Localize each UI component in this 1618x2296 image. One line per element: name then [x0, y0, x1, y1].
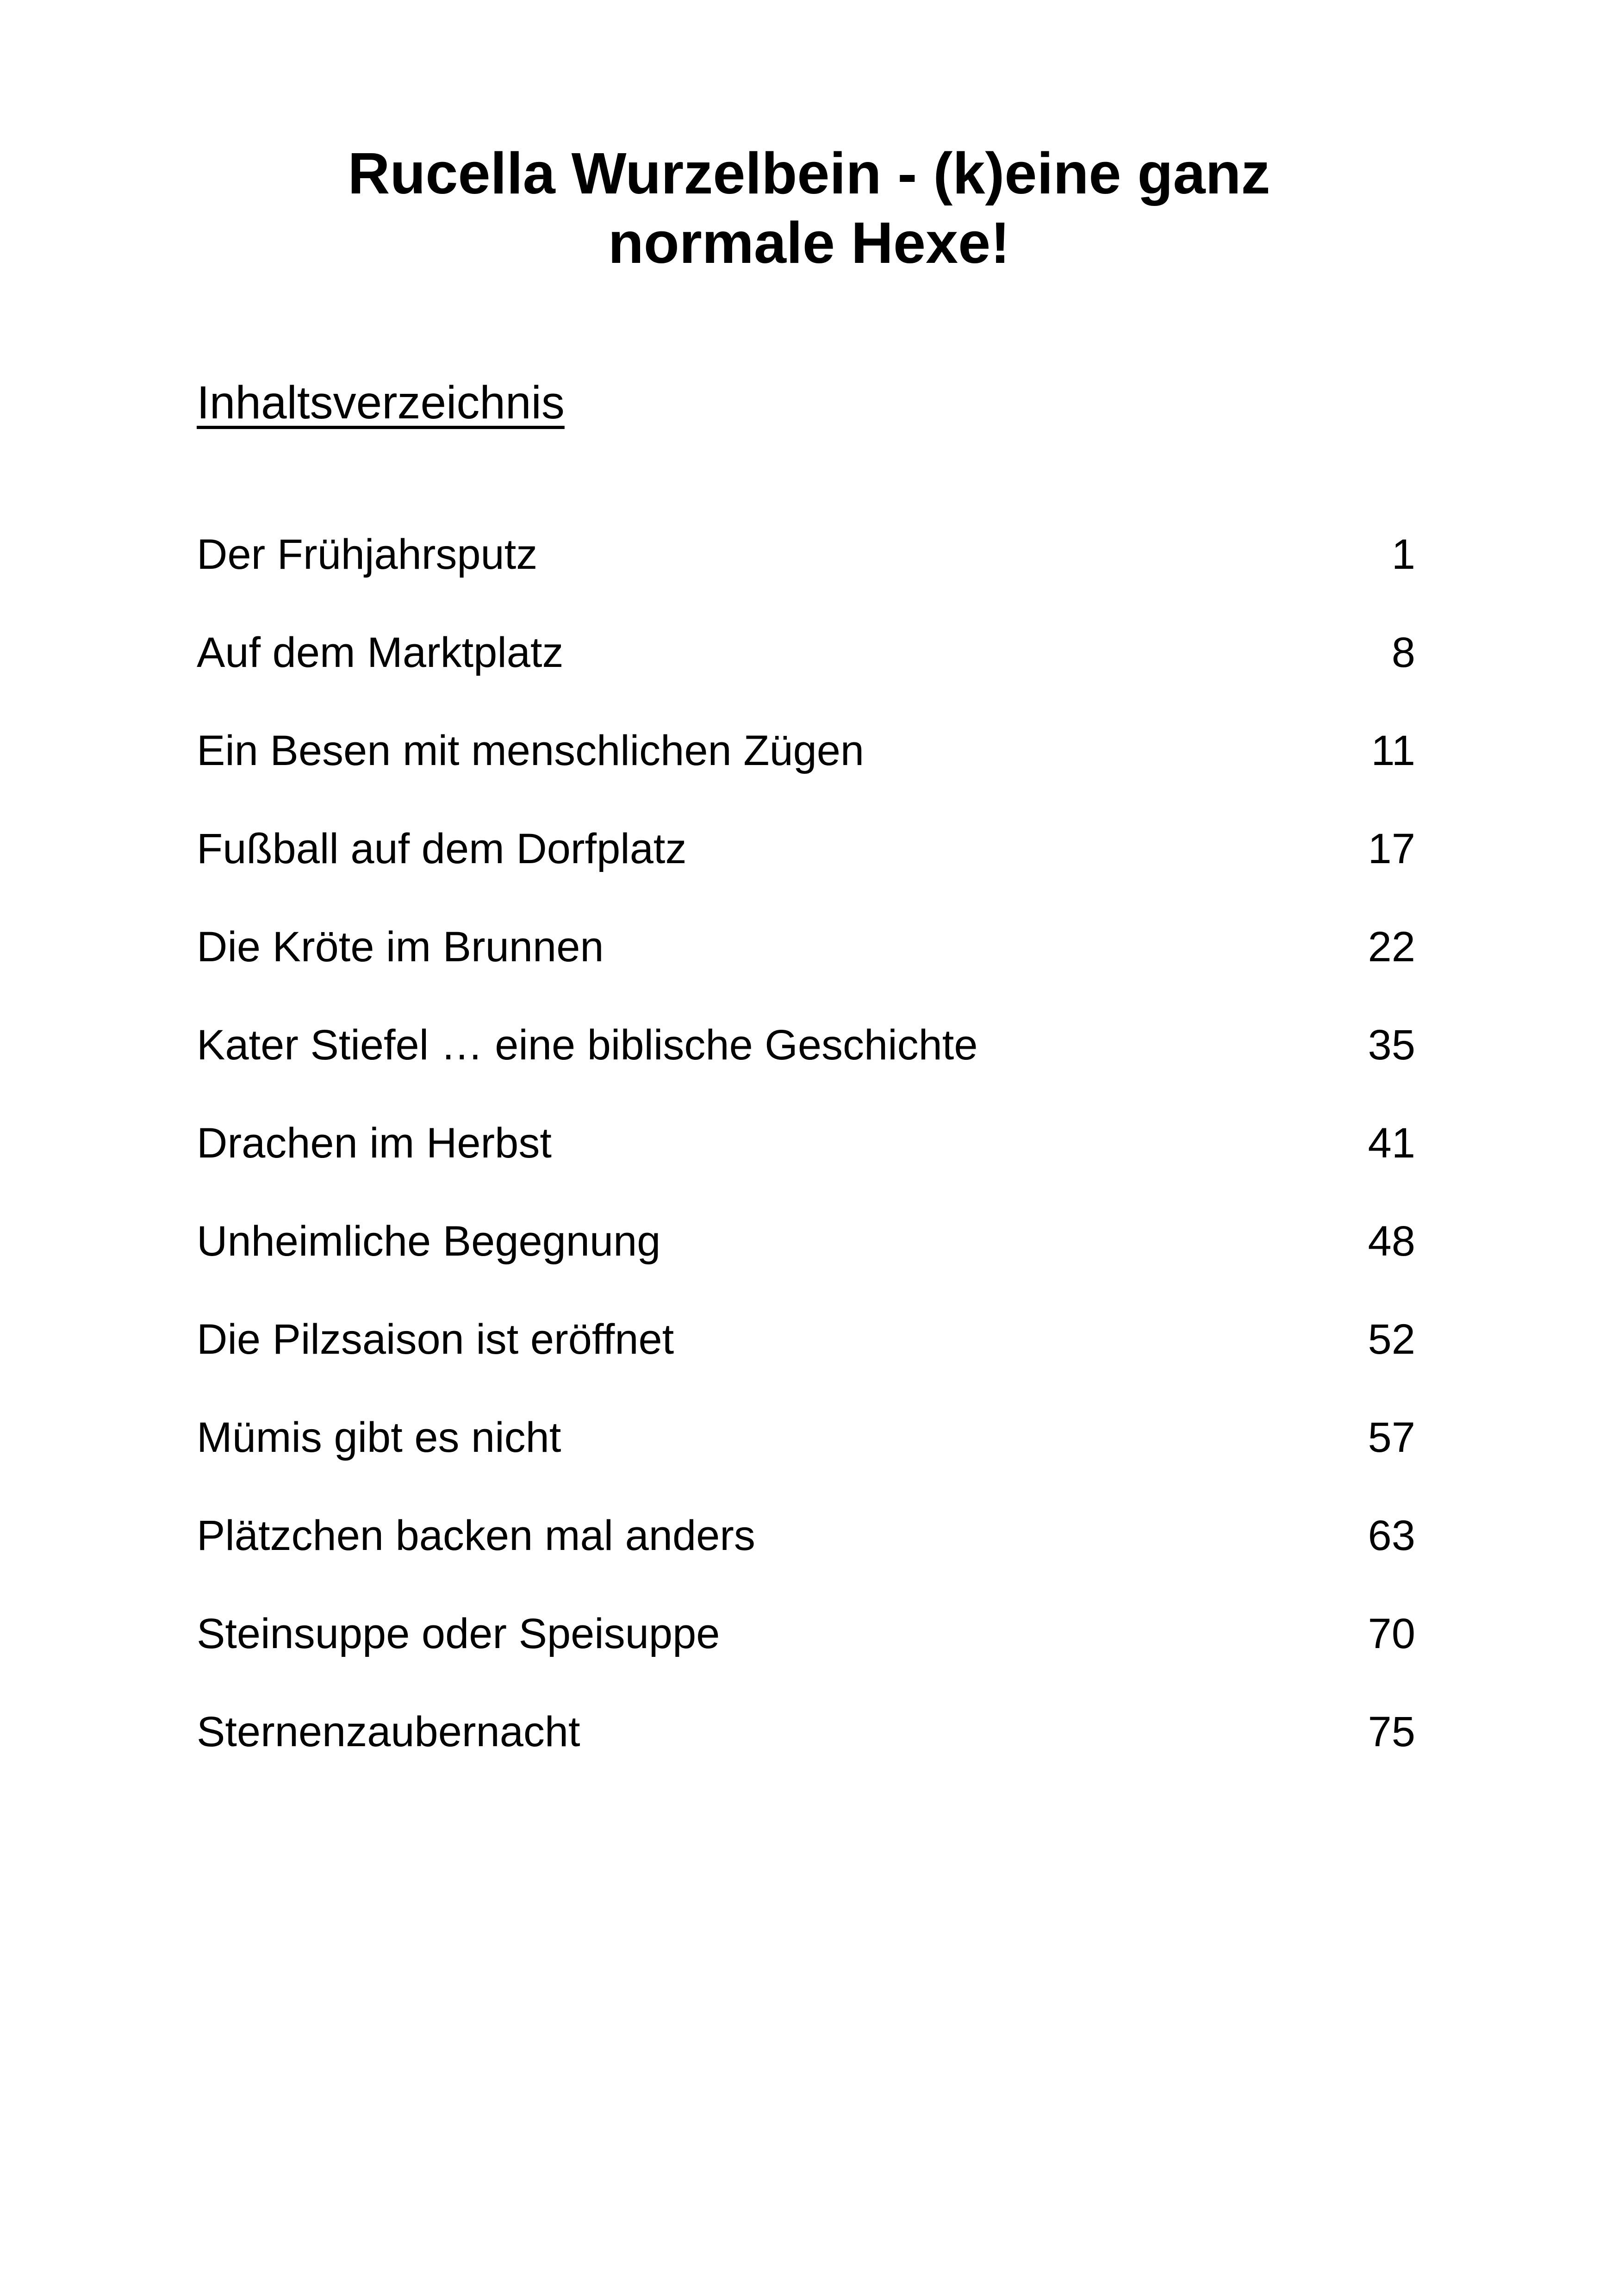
- toc-entry: [197, 527, 1415, 625]
- toc-entry: [197, 821, 1415, 919]
- toc-entry-page: 70: [1368, 1610, 1415, 1657]
- toc-entry-page: 8: [1391, 629, 1415, 676]
- toc-entry-page: 22: [1368, 923, 1415, 971]
- toc-entry-title: Die Pilzsaison ist eröffnet: [197, 1316, 674, 1363]
- toc-entry-page: 57: [1368, 1414, 1415, 1461]
- toc-entry: [197, 1410, 1415, 1508]
- toc-entry-title: Die Kröte im Brunnen: [197, 923, 604, 971]
- table-of-contents: [197, 527, 1415, 1802]
- toc-entry: [197, 1704, 1415, 1802]
- page-title: [0, 139, 1618, 278]
- toc-entry: [197, 919, 1415, 1017]
- toc-entry: [197, 723, 1415, 821]
- toc-entry-title: Fußball auf dem Dorfplatz: [197, 825, 687, 872]
- toc-entry-page: 1: [1391, 531, 1415, 578]
- toc-entry-page: 17: [1368, 825, 1415, 872]
- toc-entry: [197, 1312, 1415, 1410]
- toc-entry-page: 11: [1371, 727, 1415, 774]
- toc-entry: [197, 1017, 1415, 1115]
- toc-entry-page: 41: [1368, 1120, 1415, 1167]
- toc-entry-title: Plätzchen backen mal anders: [197, 1512, 755, 1559]
- toc-entry-page: 48: [1368, 1218, 1415, 1265]
- toc-entry-page: 52: [1368, 1316, 1415, 1363]
- toc-entry-title: Drachen im Herbst: [197, 1120, 552, 1167]
- toc-entry-page: 63: [1368, 1512, 1415, 1559]
- toc-entry-page: 35: [1368, 1021, 1415, 1069]
- toc-entry-title: Sternenzaubernacht: [197, 1708, 580, 1755]
- toc-entry-title: Mümis gibt es nicht: [197, 1414, 561, 1461]
- toc-entry-title: Auf dem Marktplatz: [197, 629, 564, 676]
- title-line-2: normale Hexe!: [608, 210, 1010, 275]
- toc-entry-title: Steinsuppe oder Speisuppe: [197, 1610, 720, 1657]
- title-line-1: Rucella Wurzelbein - (k)eine ganz: [348, 141, 1270, 206]
- toc-entry: [197, 1213, 1415, 1312]
- toc-entry-title: Unheimliche Begegnung: [197, 1218, 661, 1265]
- toc-entry-title: Ein Besen mit menschlichen Zügen: [197, 727, 865, 774]
- toc-entry-page: 75: [1368, 1708, 1415, 1755]
- toc-entry-title: Kater Stiefel … eine biblische Geschichte: [197, 1021, 978, 1069]
- toc-heading: Inhaltsverzeichnis: [197, 377, 565, 429]
- toc-entry-title: Der Frühjahrsputz: [197, 531, 538, 578]
- toc-entry: [197, 1508, 1415, 1606]
- toc-entry: [197, 1606, 1415, 1704]
- toc-entry: [197, 1115, 1415, 1213]
- toc-entry: [197, 625, 1415, 723]
